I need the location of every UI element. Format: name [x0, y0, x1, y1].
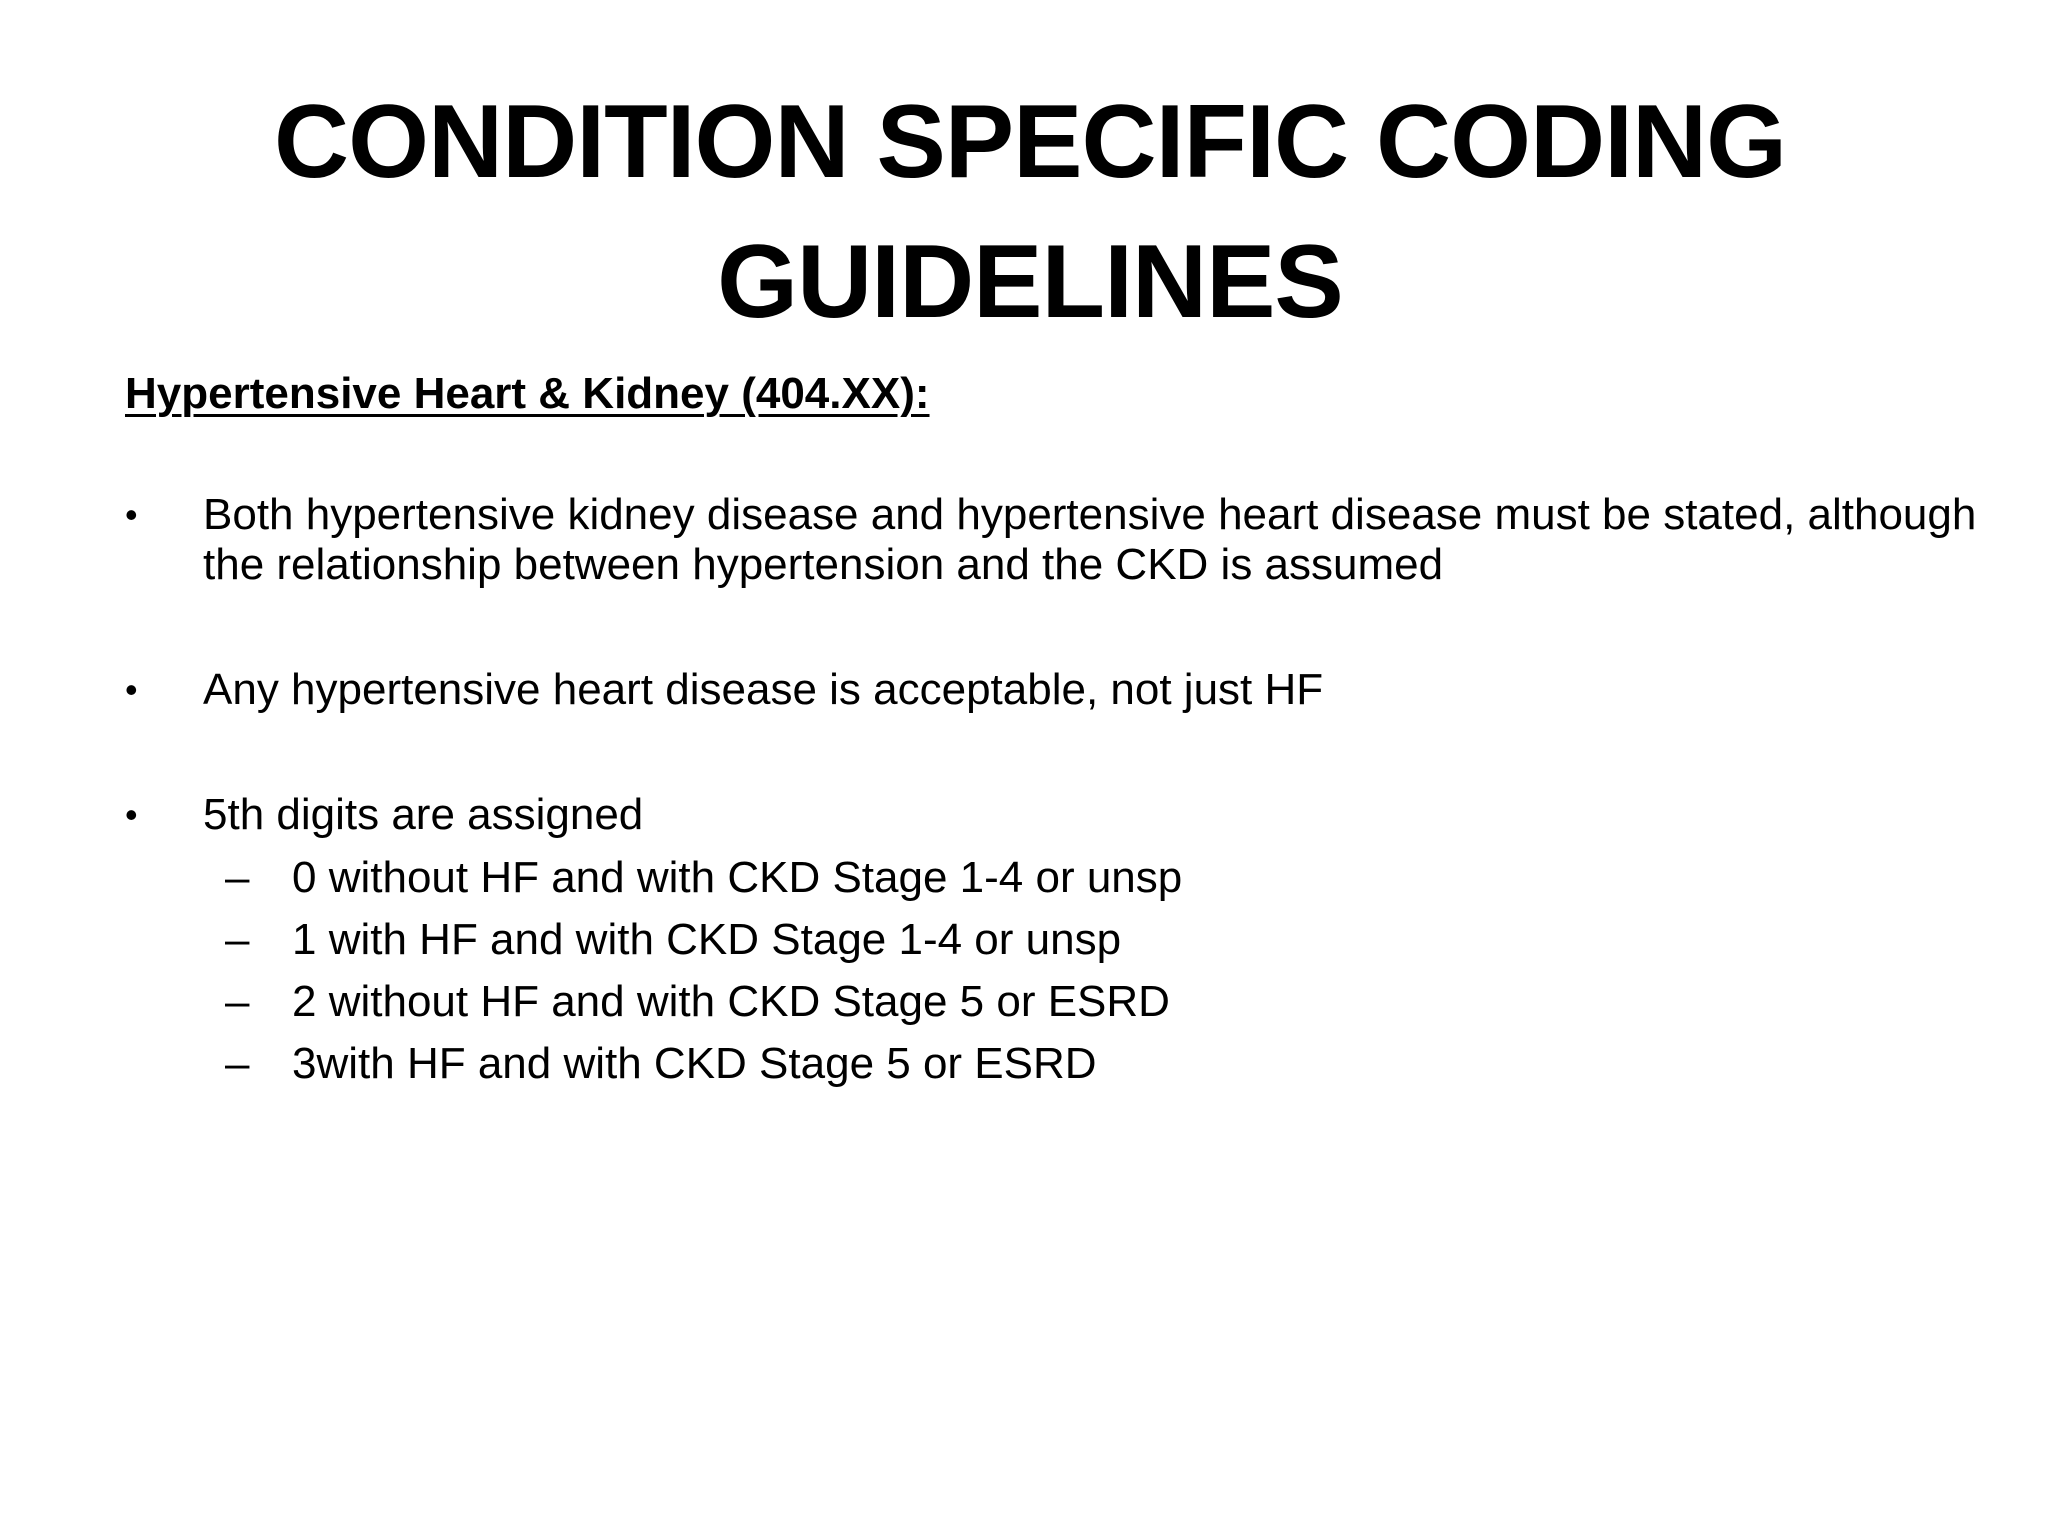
bullet-text: 5th digits are assigned	[203, 790, 644, 839]
sub-bullet-item-4	[225, 1039, 1725, 1089]
bullet-icon: •	[125, 794, 138, 835]
section-heading: Hypertensive Heart & Kidney (404.XX):	[125, 369, 930, 418]
bullet-item-2	[125, 665, 2005, 715]
bullet-item-1	[125, 490, 2005, 590]
bullet-icon: •	[125, 669, 138, 710]
sub-bullet-text: 0 without HF and with CKD Stage 1-4 or unsp	[292, 853, 1183, 902]
bullet-text: Both hypertensive kidney disease and hypertensive heart disease must be stated, although the relationship between hypertension and the CKD is assumed	[203, 490, 1977, 589]
bullet-text: Any hypertensive heart disease is acceptable, not just HF	[203, 665, 1324, 714]
sub-bullet-item-1	[225, 853, 1725, 903]
bullet-item-3	[125, 790, 2005, 840]
sub-bullet-item-3	[225, 977, 1725, 1027]
dash-icon: –	[225, 1039, 250, 1088]
sub-bullet-text: 2 without HF and with CKD Stage 5 or ESRD	[292, 977, 1170, 1026]
dash-icon: –	[225, 977, 250, 1026]
dash-icon: –	[225, 915, 250, 964]
sub-bullet-text: 1 with HF and with CKD Stage 1-4 or unsp	[292, 915, 1122, 964]
sub-bullet-item-2	[225, 915, 1725, 965]
bullet-icon: •	[125, 494, 138, 535]
sub-bullet-text: 3with HF and with CKD Stage 5 or ESRD	[292, 1039, 1097, 1088]
slide-title: CONDITION SPECIFIC CODING GUIDELINES	[274, 84, 1786, 340]
dash-icon: –	[225, 853, 250, 902]
